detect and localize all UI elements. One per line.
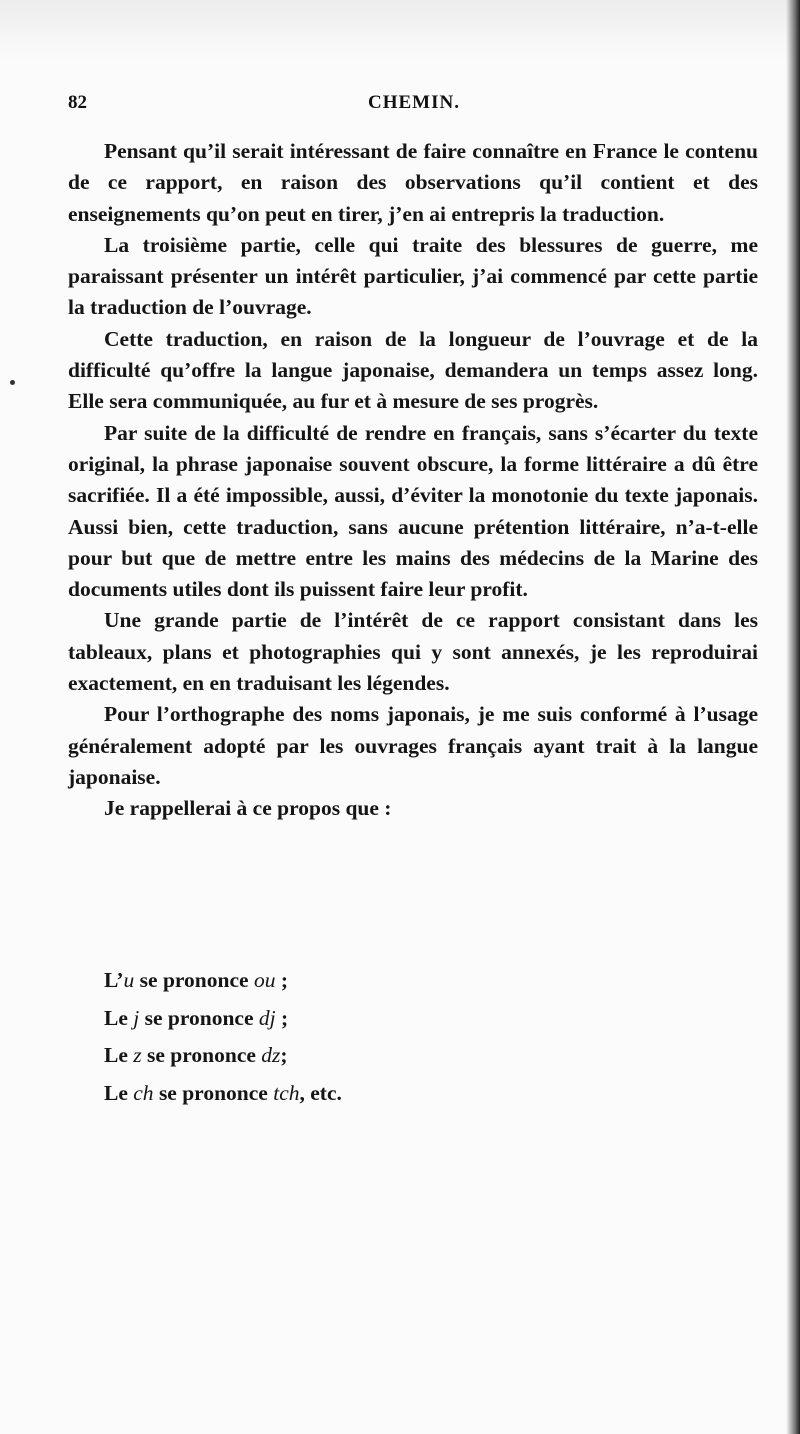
- paragraph-4: Par suite de la difficulté de rendre en français, sans s’écarter du texte original, la phrase japonaise souvent obscure, la forme littéraire a dû être sacrifiée. Il a été impossible, aussi, d’éviter la monotonie du texte japonais. Aussi bien, cette traduction, sans aucune prétention littéraire, n’a-t-elle pour but que de mettre entre les mains des médecins de la Marine des documents utiles dont ils puissent faire leur profit.: [68, 420, 758, 602]
- paragraph-6: Pour l’orthographe des noms japonais, je me suis conformé à l’usage généralement adopté par les ouvrages français ayant trait à la langue japonaise.: [68, 702, 758, 789]
- rule-letter: u: [123, 968, 135, 992]
- paragraph-1: Pensant qu’il serait intéressant de faire connaître en France le contenu de ce rapport, en raison des observations qu’il contient et des enseignements qu’on peut en tirer, j’en ai entrepris la traduction.: [68, 139, 758, 226]
- rule-suffix: ;: [275, 1005, 289, 1030]
- rule-prefix: L’: [104, 968, 124, 992]
- pronunciation-rule: [104, 1075, 704, 1113]
- rule-sound: tch: [273, 1080, 300, 1105]
- pronunciation-rule: [104, 1037, 704, 1075]
- running-head: [68, 92, 768, 118]
- rule-middle: se prononce: [139, 1005, 259, 1030]
- rule-middle: se prononce: [141, 1043, 262, 1067]
- rule-prefix: Le: [104, 1043, 134, 1067]
- rule-prefix: Le: [104, 1005, 134, 1030]
- rule-sound: dj: [258, 1005, 276, 1030]
- pronunciation-list: [104, 962, 704, 1112]
- running-title: CHEMIN.: [368, 92, 460, 113]
- paragraph-5: Une grande partie de l’intérêt de ce rapport consistant dans les tableaux, plans et photographies qui y sont annexés, je les reproduirai exactement, en en traduisant les légendes.: [68, 608, 758, 696]
- rule-suffix: ;: [280, 1043, 288, 1067]
- rule-letter: ch: [133, 1080, 154, 1105]
- rule-sound: dz: [261, 1043, 281, 1067]
- margin-speck: [10, 380, 15, 385]
- page-top-shading: [0, 0, 800, 60]
- pronunciation-rule: [104, 962, 704, 1000]
- rule-suffix: ;: [275, 968, 288, 992]
- rule-suffix: , etc.: [299, 1080, 342, 1105]
- paragraph-3: Cette traduction, en raison de la longueur de l’ouvrage et de la difficulté qu’offre la langue japonaise, demandera un temps assez long. Elle sera communiquée, au fur et à mesure de ses progrès.: [68, 326, 758, 414]
- page-number: 82: [68, 92, 87, 113]
- paragraph-7: Je rappellerai à ce propos que :: [104, 796, 392, 821]
- rule-middle: se prononce: [134, 968, 254, 992]
- rule-prefix: Le: [104, 1080, 134, 1105]
- paragraph-2: La troisième partie, celle qui traite des blessures de guerre, me paraissant présenter un intérêt particulier, j’ai commencé par cette partie la traduction de l’ouvrage.: [68, 232, 758, 320]
- rule-middle: se prononce: [153, 1080, 274, 1105]
- pronunciation-rule: [104, 1000, 704, 1038]
- binding-gutter: [786, 0, 800, 1434]
- rule-sound: ou: [253, 968, 276, 992]
- rule-letter: z: [133, 1043, 142, 1067]
- rule-letter: j: [133, 1005, 140, 1030]
- body-text: [68, 136, 758, 825]
